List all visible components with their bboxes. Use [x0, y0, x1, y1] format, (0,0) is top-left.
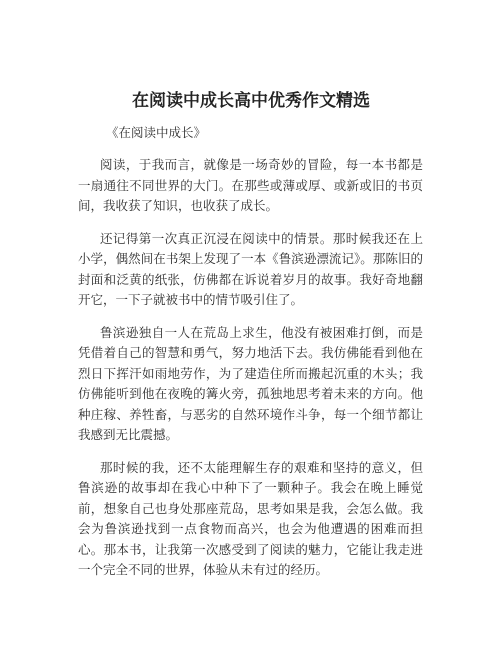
document-title: 在阅读中成长高中优秀作文精选 [132, 91, 370, 111]
essay-subtitle: 《在阅读中成长》 [106, 125, 207, 140]
paragraph-3: 鲁滨逊独自一人在荒岛上求生，他没有被困难打倒，而是凭借着自己的智慧和勇气，努力地活下去。我仿佛能看到他在烈日下挥汗如雨地劳作，为了建造住所而搬起沉重的木头；我仿佛能听到他在夜晚的篝火旁，孤独地思考着未来的方向。他种庄稼、养牲畜，与恶劣的自然环境作斗争，每一个细节都让我感到无比震撼。 [78, 324, 423, 442]
document-body [78, 123, 423, 593]
paragraph-1: 阅读，于我而言，就像是一场奇妙的冒险，每一本书都是一扇通往不同世界的大门。在那些或薄或厚、或新或旧的书页间，我收获了知识，也收获了成长。 [78, 157, 423, 213]
paragraph-4: 那时候的我，还不太能理解生存的艰难和坚持的意义，但鲁滨逊的故事却在我心中种下了一颗种子。我会在晚上睡觉前，想象自己也身处那座荒岛，思考如果是我，会怎么做。我会为鲁滨逊找到一点食物而高兴，也会为他遭遇的困难而担心。那本书，让我第一次感受到了阅读的魅力，它能让我走进一个完全不同的世界，体验从未有过的经历。 [78, 459, 423, 577]
paragraph-2: 还记得第一次真正沉浸在阅读中的情景。那时候我还在上小学，偶然间在书架上发现了一本《鲁滨逊漂流记》。那陈旧的封面和泛黄的纸张，仿佛都在诉说着岁月的故事。我好奇地翻开它，一下子就被书中的情节吸引住了。 [78, 230, 423, 307]
